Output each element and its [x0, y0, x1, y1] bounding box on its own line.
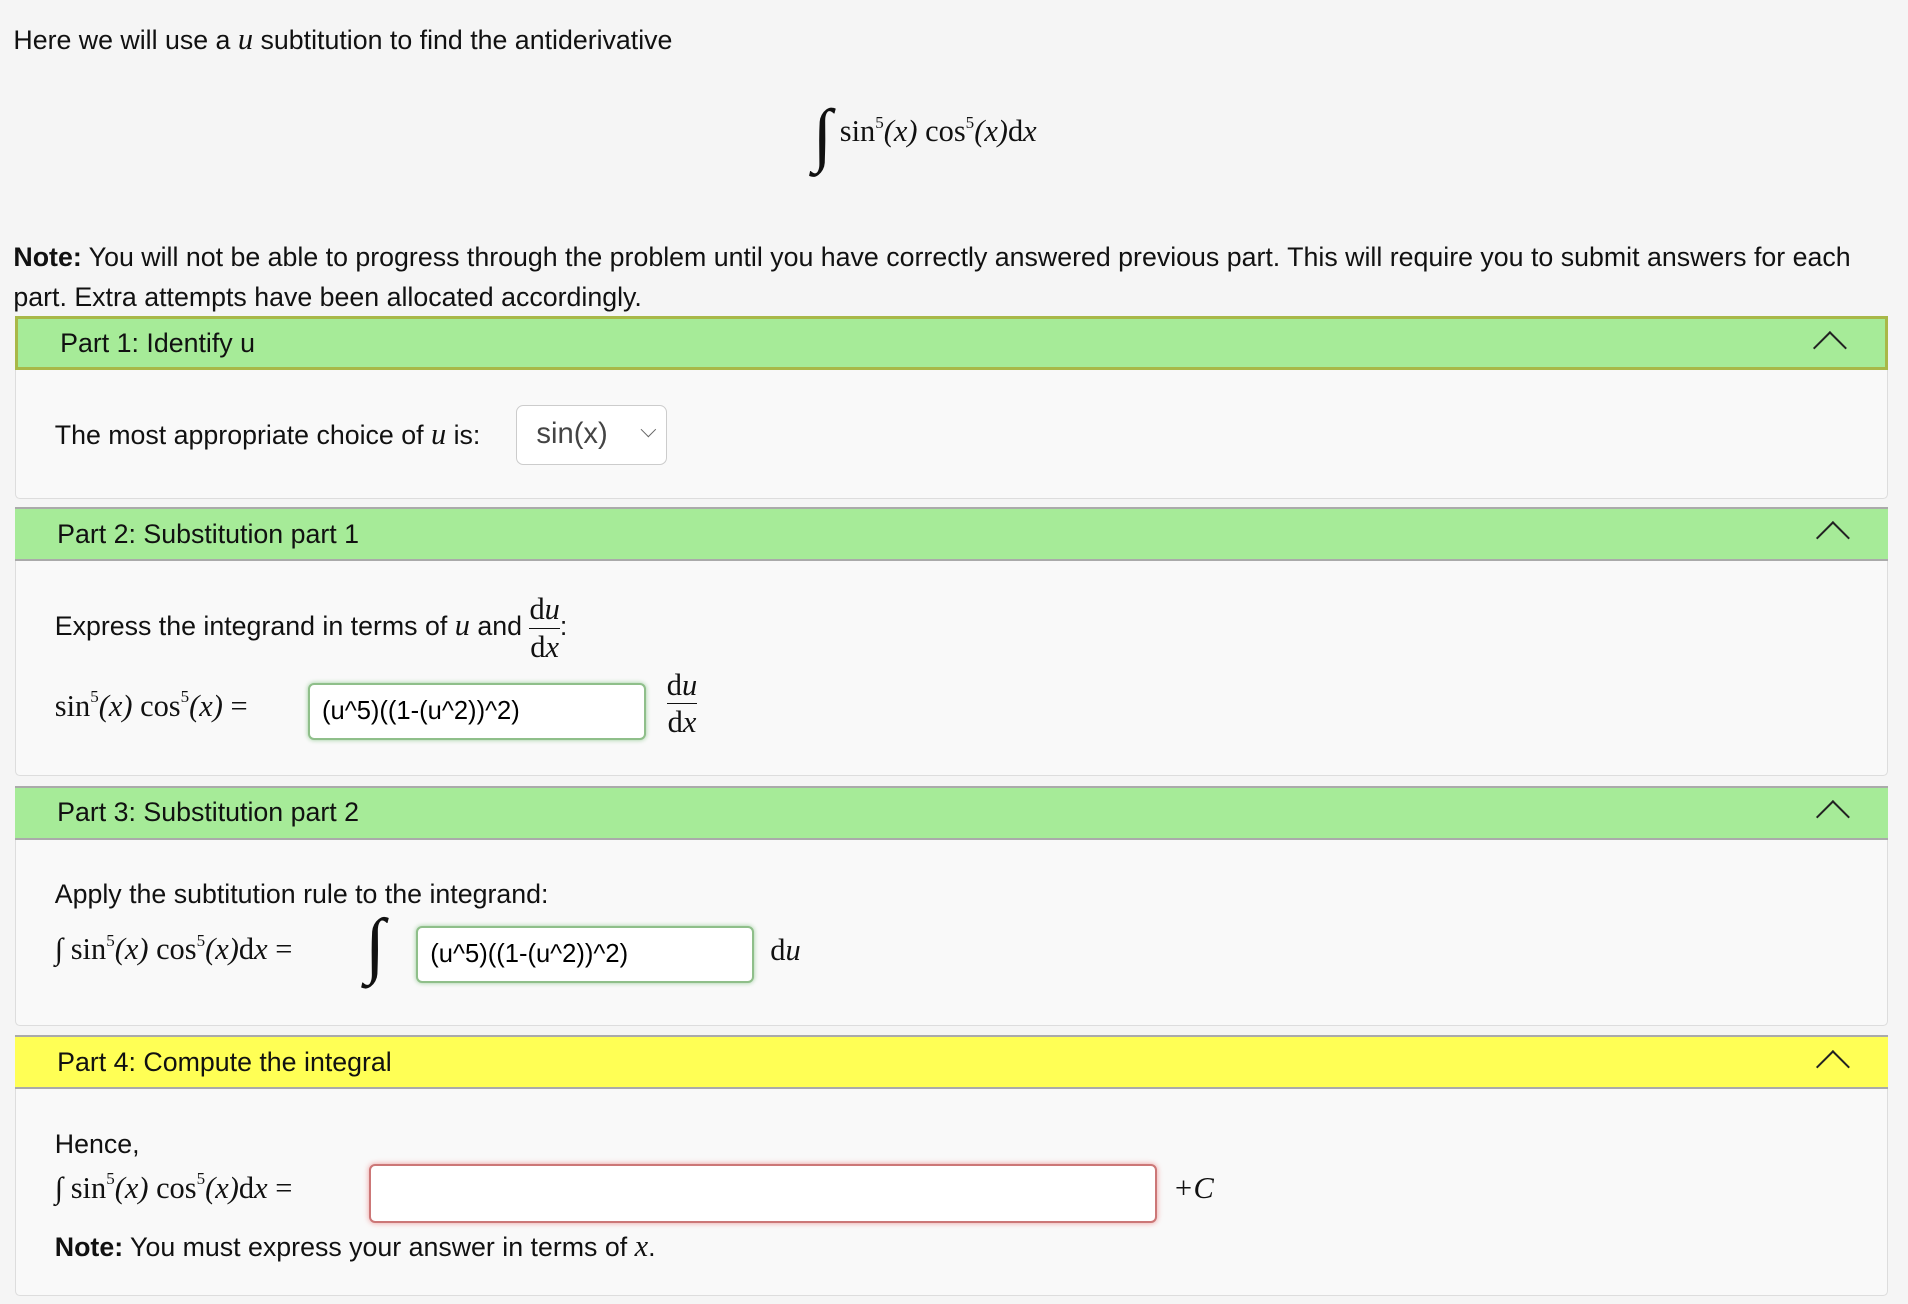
integral-sign-icon: ∫	[54, 1170, 64, 1205]
x-var: x	[1023, 113, 1037, 148]
prompt-mid: and	[477, 611, 522, 642]
part-4-title: Part 4: Compute the integral	[57, 1046, 392, 1077]
part-3-header[interactable]	[15, 786, 1889, 840]
exp: 5	[196, 1169, 206, 1189]
u-choice-select[interactable]	[516, 405, 667, 465]
integral-sign-icon: ∫	[54, 932, 64, 967]
part-4-answer-input[interactable]	[369, 1164, 1157, 1222]
u: u	[544, 592, 560, 627]
chevron-up-icon[interactable]	[1816, 521, 1850, 555]
chevron-up-icon[interactable]	[1816, 1050, 1850, 1084]
part-3-title: Part 3: Substitution part 2	[57, 797, 360, 828]
intro-text	[13, 22, 672, 57]
part-4-note	[55, 1229, 656, 1264]
intro-var: u	[237, 21, 254, 56]
exp: 5	[965, 112, 975, 132]
exp: 5	[875, 112, 884, 132]
x: (x)	[974, 113, 1008, 148]
x: (x)	[883, 113, 918, 148]
intro-prefix: Here we will use a	[13, 24, 231, 55]
progress-note	[13, 237, 1893, 317]
part-2-title: Part 2: Substitution part 1	[57, 518, 360, 549]
hence-label: Hence,	[54, 1129, 140, 1160]
u-var: u	[430, 417, 447, 452]
d: d	[238, 932, 255, 967]
sin: sin	[839, 113, 876, 148]
u-var: u	[454, 608, 470, 643]
d: d	[529, 592, 545, 627]
x: x	[254, 1170, 268, 1205]
part-4-lhs	[55, 1171, 293, 1206]
note-label: Note:	[54, 1231, 124, 1262]
equals: =	[230, 688, 248, 723]
d: d	[1007, 113, 1024, 148]
du-dx-fraction	[667, 667, 697, 741]
x: (x)	[114, 932, 149, 967]
x: x	[254, 932, 268, 967]
equals: =	[275, 932, 293, 967]
x: (x)	[98, 688, 133, 723]
prompt-prefix: The most appropriate choice of	[54, 420, 424, 451]
prompt-suffix: :	[559, 611, 568, 642]
note-label: Note:	[13, 242, 82, 273]
part-3-lhs	[55, 932, 293, 967]
prompt-suffix: is:	[453, 420, 481, 451]
cos: cos	[140, 688, 181, 723]
plus-c: +C	[1172, 1170, 1214, 1205]
d: d	[667, 705, 683, 740]
integral-sign-icon: ∫	[812, 95, 833, 174]
d: d	[530, 629, 546, 664]
exp: 5	[90, 687, 99, 707]
x: (x)	[205, 932, 239, 967]
cos: cos	[156, 932, 197, 967]
part-2-header[interactable]	[15, 507, 1889, 561]
selected-value: sin(x)	[536, 418, 608, 451]
exp: 5	[180, 687, 190, 707]
part-3-prompt: Apply the subtitution rule to the integrand:	[54, 878, 549, 909]
chevron-up-icon[interactable]	[1816, 800, 1850, 834]
part-1-title: Part 1: Identify u	[60, 327, 255, 358]
sin: sin	[70, 1170, 107, 1205]
d: d	[770, 933, 786, 968]
chevron-down-icon	[641, 422, 656, 437]
exp: 5	[106, 930, 115, 950]
part-2-prompt	[55, 591, 568, 665]
d: d	[238, 1170, 255, 1205]
main-integral	[812, 85, 1037, 174]
du-suffix	[770, 933, 800, 968]
part-2-lhs	[55, 689, 248, 724]
du-dx-fraction	[529, 591, 559, 665]
x: (x)	[205, 1170, 239, 1205]
u: u	[682, 667, 698, 702]
prompt-prefix: Express the integrand in terms of	[54, 611, 448, 642]
cos: cos	[156, 1170, 197, 1205]
part-1-prompt	[55, 417, 481, 452]
d: d	[666, 667, 682, 702]
note-var: x	[634, 1228, 649, 1263]
exp: 5	[196, 930, 206, 950]
sin: sin	[54, 688, 91, 723]
note-text: You must express your answer in terms of	[123, 1231, 628, 1262]
part-1-header[interactable]	[15, 316, 1889, 370]
part-2-answer-input[interactable]	[308, 683, 646, 740]
part-4-header[interactable]	[15, 1035, 1889, 1089]
note-text: You will not be able to progress through the problem until you have correctly answered previous part. This will require you to submit answers for each part. Extra attempts have been allocated accordingly.	[13, 242, 1851, 313]
sin: sin	[70, 932, 107, 967]
x: (x)	[189, 688, 223, 723]
x: x	[545, 629, 559, 664]
note-end: .	[648, 1231, 656, 1262]
cos: cos	[925, 113, 966, 148]
x: (x)	[114, 1170, 149, 1205]
intro-suffix: subtitution to find the antiderivative	[260, 24, 673, 55]
chevron-up-icon[interactable]	[1813, 331, 1847, 365]
x: x	[682, 705, 697, 740]
exp: 5	[106, 1169, 115, 1189]
integral-sign-icon: ∫	[365, 903, 386, 985]
equals: =	[275, 1170, 293, 1205]
part-3-answer-input[interactable]	[416, 926, 754, 983]
u: u	[785, 933, 801, 968]
